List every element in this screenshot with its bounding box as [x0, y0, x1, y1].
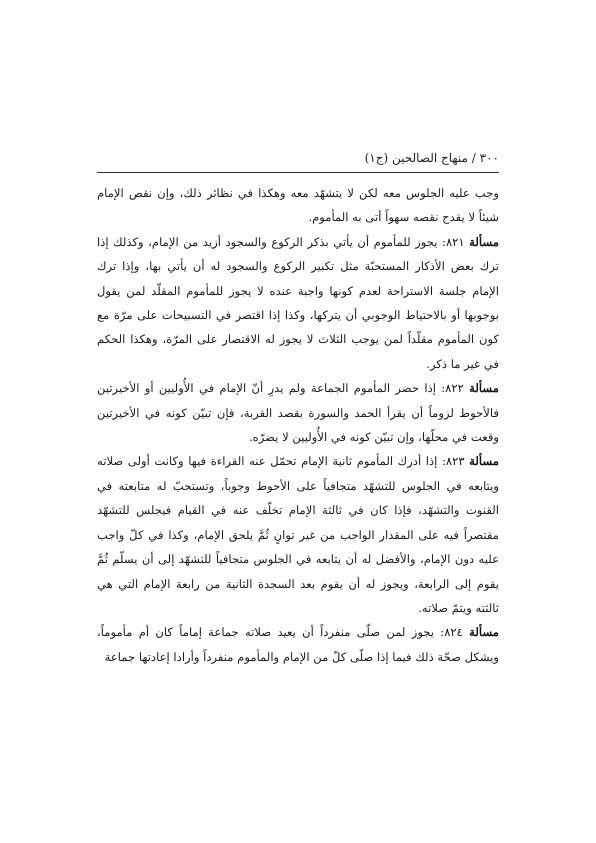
issue-number: ٨٢١: — [442, 234, 465, 249]
body-text — [97, 181, 499, 669]
issue-number: ٨٢٢: — [441, 381, 464, 396]
paragraph-issue-822 — [97, 376, 499, 449]
issue-label: مسألة — [469, 454, 500, 469]
running-header: ٣٠٠ / منهاج الصالحين (ج١) — [364, 151, 499, 165]
issue-number: ٨٢٤: — [440, 625, 463, 640]
paragraph-text: يجوز لمن صلّى منفرداً أن يعيد صلاته جماعة إماماً كان أم مأموماً، ويشكل صحّة ذلك فيما إذا صلّى كلّ من الإمام والمأموم منفرداً وأرادا إعادتها جماعة — [97, 625, 499, 664]
paragraph-continuation — [97, 181, 499, 230]
paragraph-issue-823 — [97, 449, 499, 620]
paragraph-issue-824 — [97, 620, 499, 669]
paragraph-text: وجب عليه الجلوس معه لكن لا يتشهّد معه وهكذا في نظائر ذلك، وإن نقص الإمام شيئاً لا يقدح نقصه سهواً أتى به المأموم. — [97, 186, 499, 225]
issue-label: مسألة — [469, 234, 500, 249]
header-rule — [97, 172, 499, 173]
issue-label: مسألة — [469, 625, 500, 640]
issue-label: مسألة — [469, 381, 499, 396]
paragraph-text: يجوز للمأموم أن يأتي بذكر الركوع والسجود أزيد من الإمام، وكذلك إذا ترك بعض الأذكار المستحبّة مثل تكبير الركوع والسجود له أن يأتي بها، وإذا ترك الإمام جلسة الاستراحة لعدم كونها واجبة عنده لا يجوز للمأموم المقلّد لمن يقول بوجوبها أو بالاحتياط الوجوبي أن يتركها، وكذا إذا اقتصر في التسبيحات على مرّة مع كون المأموم مقلّداً لمن يوجب الثلاث لا يجوز له الاقتصار على المرّة، وهكذا الحكم في غير ما ذكر. — [97, 234, 499, 371]
issue-number: ٨٢٣: — [441, 454, 465, 469]
paragraph-text: إذا حضر المأموم الجماعة ولم يدرِ أنّ الإمام في الأُوليين أو الأخيرتين فالأحوط لزوماً أن يقرأ الحمد والسورة بقصد القربة، فإن تبيّن كونه في الأخيرتين وقعت في محلّها، وإن تبيّن كونه في الأُوليين لا يضرّه. — [97, 381, 499, 445]
paragraph-text: إذا أدرك المأموم ثانية الإمام تحمّل عنه القراءة فيها وكانت أولى صلاته ويتابعه في الجلوس للتشهّد متجافياً على الأحوط وجوباً، وتستحبّ له متابعته في القنوت والتشهّد، فإذا كان في ثالثة الإمام تخلّف عنه في القيام فيجلس للتشهّد مقتصراً فيه على المقدار الواجب من غير توانٍ ثُمَّ يلحق الإمام، وكذا في كلّ واجب عليه دون الإمام، والأفضل له أن يتابعه في الجلوس متجافياً للتشهّد إلى أن يسلّم ثُمَّ يقوم إلى الرابعة، ويجوز له أن يقوم بعد السجدة الثانية من رابعة الإمام التي هي ثالثته ويتمّ صلاته. — [97, 454, 499, 615]
paragraph-issue-821 — [97, 230, 499, 376]
